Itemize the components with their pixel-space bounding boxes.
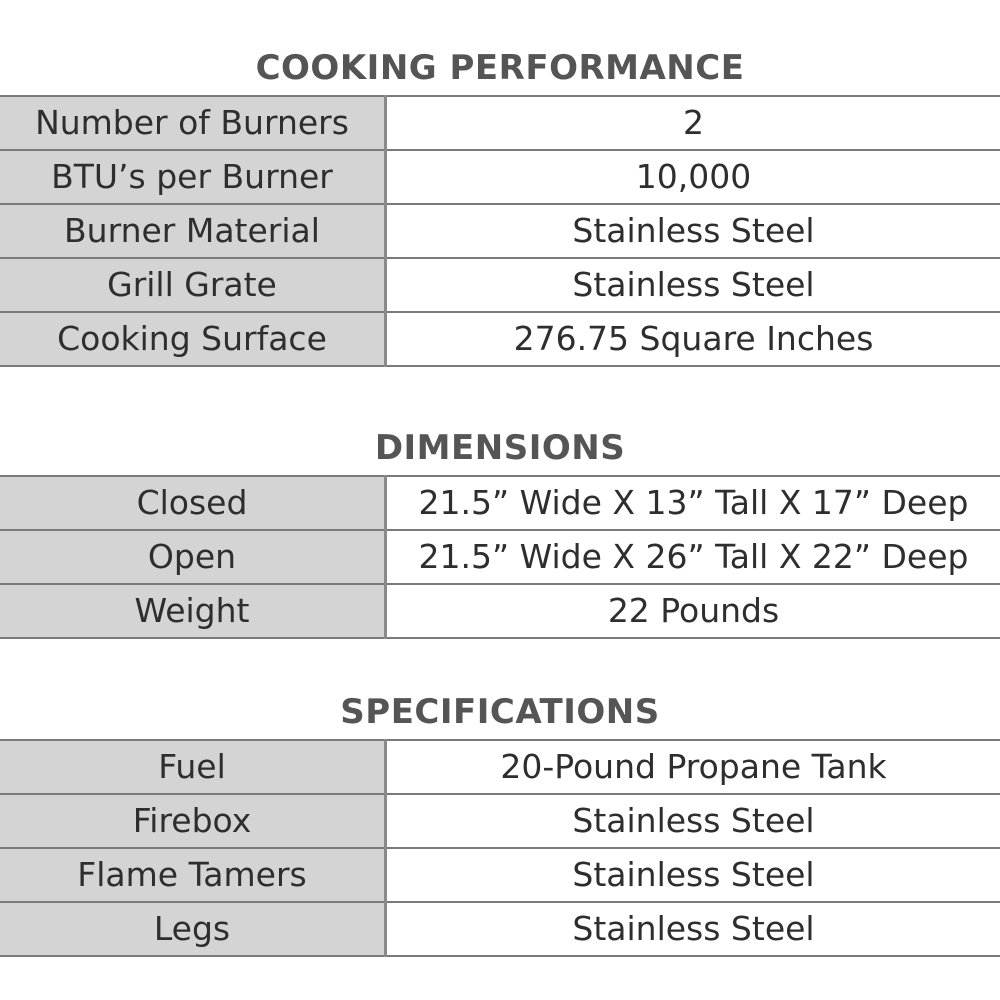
row-label: Open — [0, 530, 386, 584]
table-row — [0, 96, 1000, 150]
specifications-table — [0, 739, 1000, 957]
table-row — [0, 312, 1000, 366]
row-label: Burner Material — [0, 204, 386, 258]
row-value: 20-Pound Propane Tank — [386, 740, 1000, 794]
specifications-title: SPECIFICATIONS — [340, 692, 660, 732]
table-row — [0, 204, 1000, 258]
row-value: 21.5” Wide X 26” Tall X 22” Deep — [386, 530, 1000, 584]
table-row — [0, 476, 1000, 530]
table-row — [0, 584, 1000, 638]
row-value: Stainless Steel — [386, 204, 1000, 258]
row-value: Stainless Steel — [386, 258, 1000, 312]
row-label: Weight — [0, 584, 386, 638]
row-label: Legs — [0, 902, 386, 956]
table-row — [0, 848, 1000, 902]
table-row — [0, 740, 1000, 794]
row-label: Cooking Surface — [0, 312, 386, 366]
table-row — [0, 150, 1000, 204]
row-label: Firebox — [0, 794, 386, 848]
row-value: Stainless Steel — [386, 794, 1000, 848]
row-label: Grill Grate — [0, 258, 386, 312]
row-value: 276.75 Square Inches — [386, 312, 1000, 366]
row-value: Stainless Steel — [386, 902, 1000, 956]
row-value: 22 Pounds — [386, 584, 1000, 638]
dimensions-title: DIMENSIONS — [374, 428, 626, 468]
cooking-performance-table — [0, 95, 1000, 367]
cooking-performance-title: COOKING PERFORMANCE — [255, 48, 745, 88]
row-label: BTU’s per Burner — [0, 150, 386, 204]
row-label: Fuel — [0, 740, 386, 794]
row-value: Stainless Steel — [386, 848, 1000, 902]
row-label: Flame Tamers — [0, 848, 386, 902]
dimensions-table — [0, 475, 1000, 639]
row-label: Closed — [0, 476, 386, 530]
row-value: 21.5” Wide X 13” Tall X 17” Deep — [386, 476, 1000, 530]
row-value: 10,000 — [386, 150, 1000, 204]
table-row — [0, 530, 1000, 584]
table-row — [0, 902, 1000, 956]
row-value: 2 — [386, 96, 1000, 150]
table-row — [0, 794, 1000, 848]
table-row — [0, 258, 1000, 312]
row-label: Number of Burners — [0, 96, 386, 150]
